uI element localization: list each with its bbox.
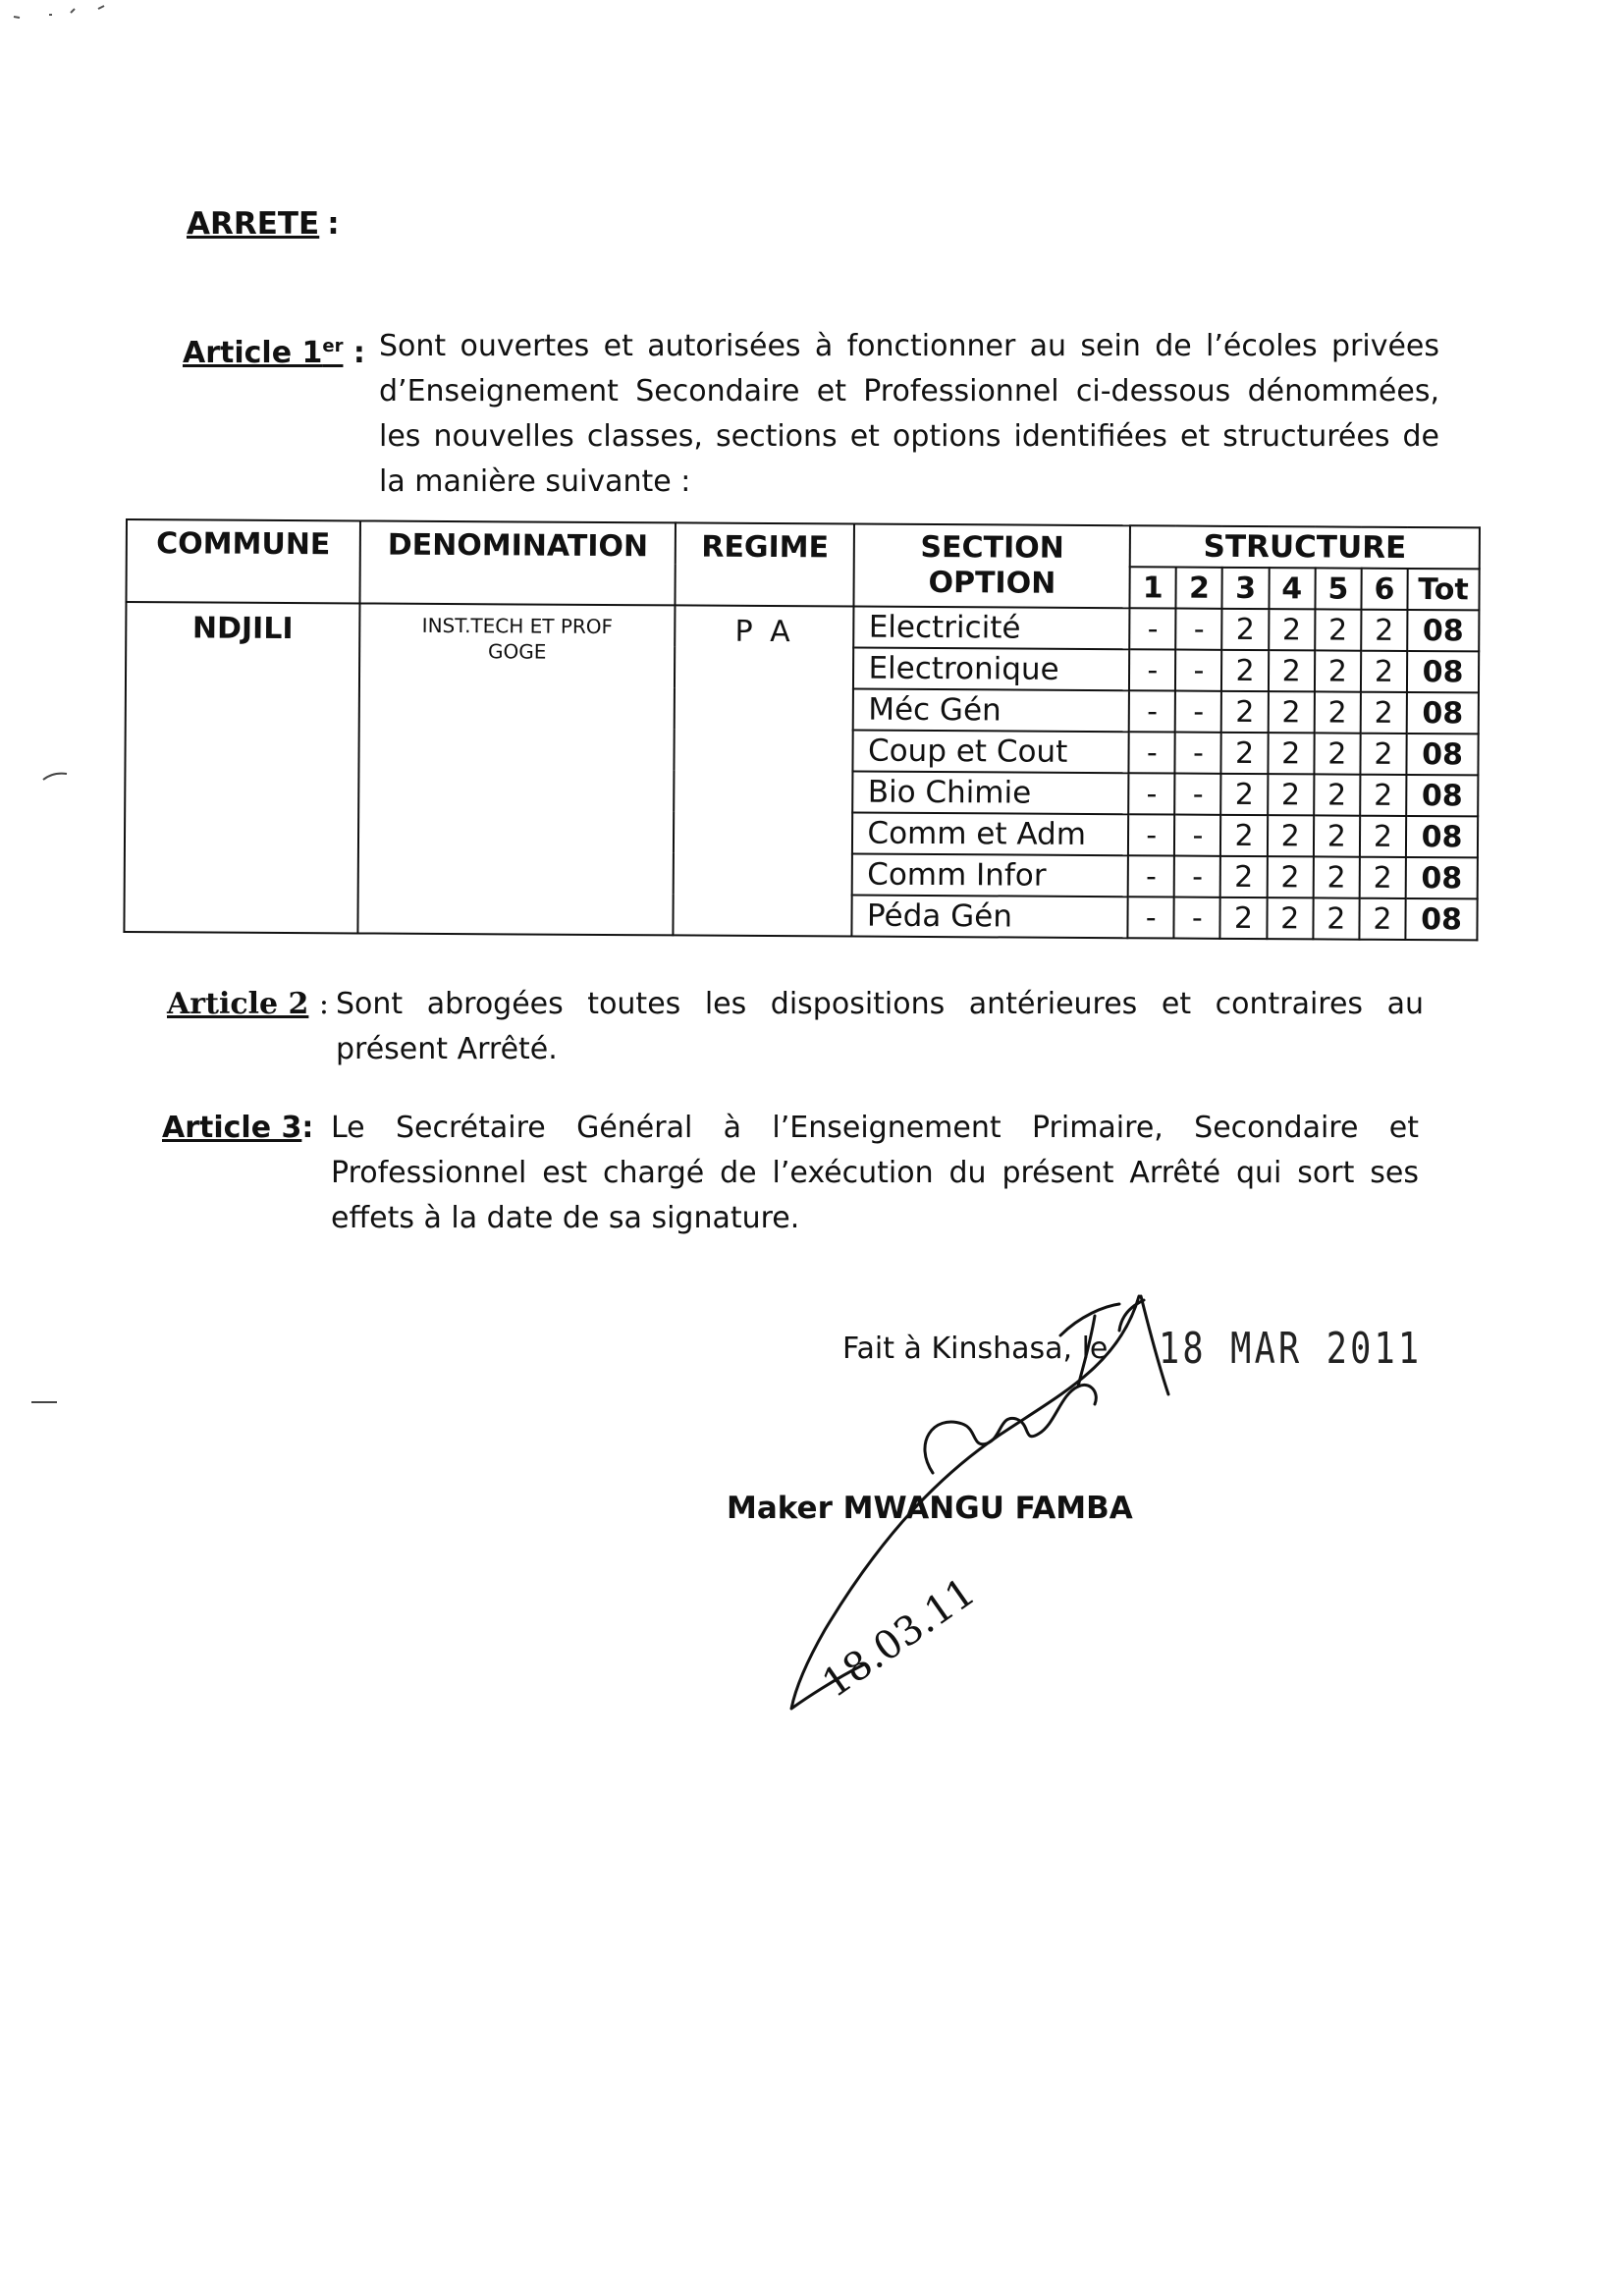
year-1-cell: - xyxy=(1129,649,1175,690)
year-1-cell: - xyxy=(1129,690,1175,732)
total-cell: 08 xyxy=(1406,857,1478,898)
regime-cell: P A xyxy=(674,605,854,936)
year-6-cell: 2 xyxy=(1361,651,1407,692)
year-4-cell: 2 xyxy=(1268,774,1314,815)
scan-artifact xyxy=(29,1394,69,1408)
total-cell: 08 xyxy=(1407,610,1479,651)
year-1-cell: - xyxy=(1129,732,1175,773)
year-5-cell: 2 xyxy=(1313,856,1359,898)
header-option: OPTION xyxy=(928,565,1056,601)
article-2 xyxy=(167,982,1424,1072)
option-cell: Electronique xyxy=(853,648,1129,691)
total-cell: 08 xyxy=(1407,692,1479,734)
denomination-cell xyxy=(357,603,675,935)
header-commune: COMMUNE xyxy=(126,519,359,603)
header-denomination: DENOMINATION xyxy=(359,520,676,605)
date-stamp: 18 MAR 2011 xyxy=(1159,1324,1423,1374)
option-cell: Coup et Cout xyxy=(853,731,1129,774)
handwritten-signature xyxy=(766,1277,1218,1728)
year-6-cell: 2 xyxy=(1361,610,1407,651)
year-6-cell: 2 xyxy=(1361,692,1407,734)
year-2-cell: - xyxy=(1175,691,1221,733)
year-2-cell: - xyxy=(1174,774,1220,815)
year-5-cell: 2 xyxy=(1314,691,1360,733)
article-2-label: Article 2 xyxy=(167,987,309,1021)
header-year-2: 2 xyxy=(1176,568,1222,609)
year-5-cell: 2 xyxy=(1314,815,1360,856)
commune-cell: NDJILI xyxy=(124,602,359,933)
article-3 xyxy=(162,1106,1419,1241)
option-cell: Electricité xyxy=(854,607,1130,650)
year-3-cell: 2 xyxy=(1221,650,1268,691)
option-cell: Comm Infor xyxy=(852,854,1128,898)
article-1 xyxy=(183,324,1439,505)
header-section-option xyxy=(854,524,1130,609)
article-1-heading xyxy=(183,324,365,376)
article-2-text: Sont abrogées toutes les dispositions antérieures et contraires au présent Arrêté. xyxy=(336,987,1424,1066)
scan-artifact xyxy=(10,5,118,25)
table-row xyxy=(126,602,1479,651)
denomination-line-2: GOGE xyxy=(487,639,547,664)
article-1-label xyxy=(183,336,343,370)
year-3-cell: 2 xyxy=(1221,733,1268,774)
year-5-cell: 2 xyxy=(1313,898,1359,939)
handwritten-date: 18.03.11 xyxy=(814,1569,984,1708)
header-year-5: 5 xyxy=(1315,568,1361,609)
year-2-cell: - xyxy=(1174,856,1220,898)
option-cell: Péda Gén xyxy=(852,896,1128,939)
article-2-heading xyxy=(167,982,329,1027)
header-regime: REGIME xyxy=(676,522,855,606)
header-structure: STRUCTURE xyxy=(1130,525,1480,569)
arrete-heading-text: ARRETE xyxy=(187,206,320,242)
article-1-label-text: Article 1 xyxy=(183,336,323,370)
year-3-cell: 2 xyxy=(1220,898,1267,939)
year-1-cell: - xyxy=(1128,814,1174,855)
year-6-cell: 2 xyxy=(1360,734,1406,775)
option-cell: Comm et Adm xyxy=(852,813,1128,856)
year-2-cell: - xyxy=(1176,609,1222,650)
article-3-label: Article 3 xyxy=(162,1111,302,1145)
article-3-colon: : xyxy=(301,1111,314,1145)
total-cell: 08 xyxy=(1405,898,1477,940)
year-3-cell: 2 xyxy=(1220,815,1267,856)
year-4-cell: 2 xyxy=(1268,691,1314,733)
year-5-cell: 2 xyxy=(1314,733,1360,774)
denomination-line-1: INST.TECH ET PROF xyxy=(421,613,614,639)
structure-table-body xyxy=(124,602,1479,940)
header-section: SECTION xyxy=(920,529,1064,566)
option-cell: Méc Gén xyxy=(853,689,1129,733)
header-year-3: 3 xyxy=(1222,568,1269,609)
year-2-cell: - xyxy=(1175,733,1221,774)
year-3-cell: 2 xyxy=(1221,774,1268,815)
year-5-cell: 2 xyxy=(1315,609,1361,650)
arrete-heading xyxy=(187,206,340,242)
year-5-cell: 2 xyxy=(1315,650,1361,691)
article-1-superscript: er xyxy=(322,336,344,356)
year-1-cell: - xyxy=(1128,855,1174,897)
year-5-cell: 2 xyxy=(1314,774,1360,815)
header-year-6: 6 xyxy=(1361,569,1407,610)
year-2-cell: - xyxy=(1174,815,1220,856)
article-1-text: Sont ouvertes et autorisées à fonctionner au sein de l’écoles privées d’Enseignement Secondaire et Professionnel ci-dessous dénommées, les nouvelles classes, sections et options identifiées et structurées de la manière suivante : xyxy=(379,329,1439,499)
year-4-cell: 2 xyxy=(1267,898,1313,939)
total-cell: 08 xyxy=(1406,734,1478,775)
year-2-cell: - xyxy=(1174,898,1220,939)
article-2-colon: : xyxy=(318,987,329,1021)
total-cell: 08 xyxy=(1406,775,1478,816)
year-6-cell: 2 xyxy=(1360,857,1406,898)
year-6-cell: 2 xyxy=(1359,898,1405,940)
year-4-cell: 2 xyxy=(1267,856,1313,898)
article-1-colon: : xyxy=(352,336,365,370)
year-1-cell: - xyxy=(1128,773,1174,814)
arrete-heading-colon: : xyxy=(327,206,340,242)
signatory-name: Maker MWANGU FAMBA xyxy=(727,1491,1133,1526)
header-year-1: 1 xyxy=(1130,567,1176,608)
total-cell: 08 xyxy=(1407,651,1479,692)
option-cell: Bio Chimie xyxy=(853,772,1129,815)
structure-table-wrapper xyxy=(123,518,1481,982)
year-6-cell: 2 xyxy=(1360,775,1406,816)
header-year-4: 4 xyxy=(1269,568,1315,609)
year-4-cell: 2 xyxy=(1269,650,1315,691)
year-4-cell: 2 xyxy=(1269,609,1315,650)
total-cell: 08 xyxy=(1406,816,1478,857)
year-1-cell: - xyxy=(1128,897,1174,938)
year-4-cell: 2 xyxy=(1267,815,1313,856)
year-3-cell: 2 xyxy=(1221,691,1268,733)
year-3-cell: 2 xyxy=(1220,856,1267,898)
article-3-text: Le Secrétaire Général à l’Enseignement Primaire, Secondaire et Professionnel est chargé de l’exécution du présent Arrêté qui sort ses effets à la date de sa signature. xyxy=(331,1111,1419,1235)
header-total: Tot xyxy=(1407,569,1479,610)
year-4-cell: 2 xyxy=(1268,733,1314,774)
structure-table xyxy=(123,518,1481,941)
fait-a-kinshasa: Fait à Kinshasa, le xyxy=(842,1332,1109,1366)
scan-artifact xyxy=(39,768,79,788)
year-2-cell: - xyxy=(1175,650,1221,691)
year-3-cell: 2 xyxy=(1222,609,1269,650)
article-3-heading xyxy=(162,1106,313,1151)
year-1-cell: - xyxy=(1129,608,1175,649)
year-6-cell: 2 xyxy=(1360,816,1406,857)
